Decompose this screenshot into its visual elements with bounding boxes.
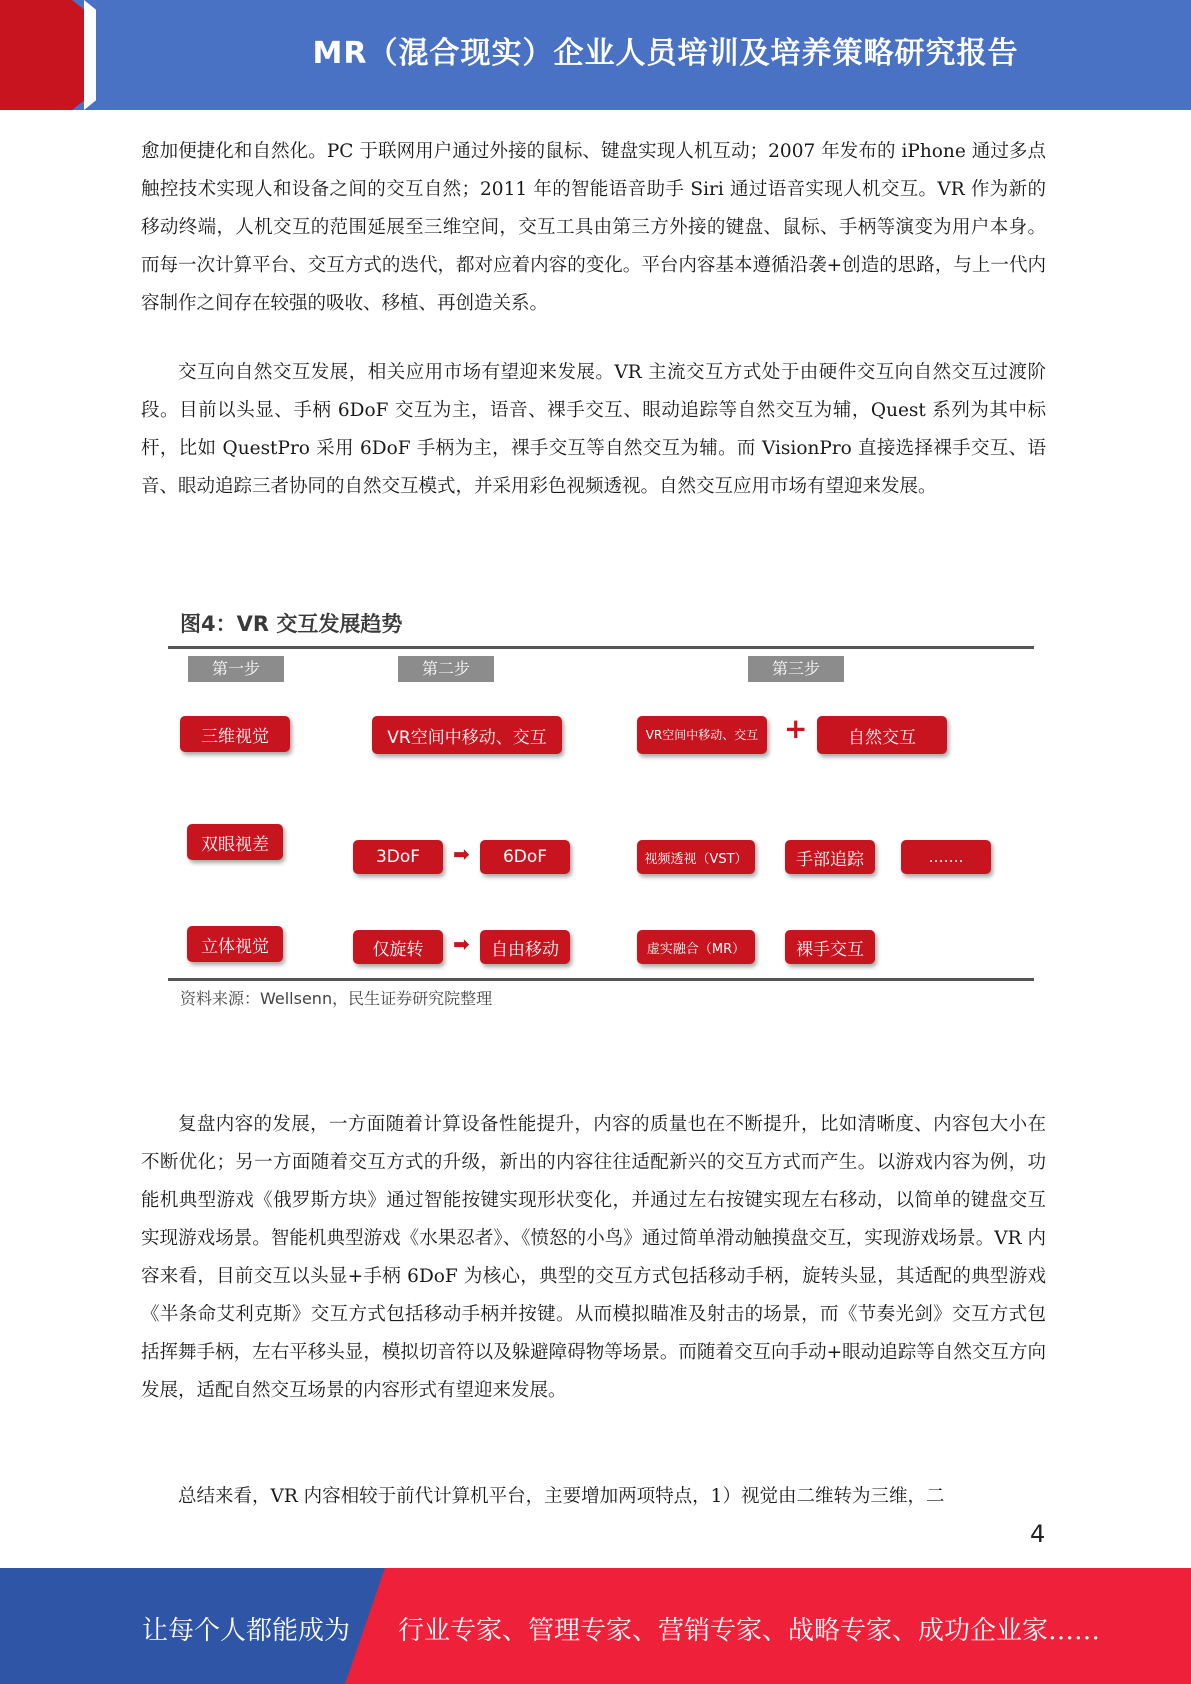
box-binocular-parallax: 双眼视差 (187, 824, 283, 860)
box-stereo-vision: 立体视觉 (187, 926, 283, 962)
box-hand-tracking: 手部追踪 (785, 840, 875, 874)
step-1-label: 第一步 (188, 656, 284, 682)
box-natural-interaction: 自然交互 (817, 716, 947, 754)
paragraph-1: 愈加便捷化和自然化。PC 于联网用户通过外接的鼠标、键盘实现人机互动；2007 年发布的 iPhone 通过多点触控技术实现人和设备之间的交互自然；2011 年的智能语音助手 Siri 通过语音实现人机交互。VR 作为新的移动终端，人机交互的范围延展至三维空间，交互工具由第三方外接的键盘、鼠标、手柄等演变为用户本身。而每一次计算平台、交互方式的迭代，都对应着内容的变化。平台内容基本遵循沿袭+创造的思路，与上一代内容制作之间存在较强的吸收、移植、再创造关系。 (141, 141, 1046, 314)
arrow-right-icon: ➡ (453, 842, 470, 866)
step-2-label: 第二步 (398, 656, 494, 682)
box-vst: 视频透视（VST） (637, 840, 755, 874)
step-3-label: 第三步 (748, 656, 844, 682)
figure-bottom-rule (168, 978, 1034, 981)
figure-top-rule (168, 646, 1034, 649)
header-title: MR（混合现实）企业人员培训及培养策略研究报告 (312, 36, 1019, 71)
paragraph-3: 复盘内容的发展，一方面随着计算设备性能提升，内容的质量也在不断提升，比如清晰度、内容包大小在不断优化；另一方面随着交互方式的升级，新出的内容往往适配新兴的交互方式而产生。以游戏内容为例，功能机典型游戏《俄罗斯方块》通过智能按键实现形状变化，并通过左右按键实现左右移动，以简单的键盘交互实现游戏场景。智能机典型游戏《水果忍者》、《愤怒的小鸟》通过简单滑动触摸盘交互，实现游戏场景。VR 内容来看，目前交互以头显+手柄 6DoF 为核心，典型的交互方式包括移动手柄，旋转头显，其适配的典型游戏《半条命艾利克斯》交互方式包括移动手柄并按键。从而模拟瞄准及射击的场景，而《节奏光剑》交互方式包括挥舞手柄，左右平移头显，模拟切音符以及躲避障碍物等场景。而随着交互向手动+眼动追踪等自然交互方向发展，适配自然交互场景的内容形式有望迎来发展。 (141, 1114, 1046, 1401)
paragraph-2-block (141, 354, 1046, 506)
header-chevron-cover (96, 0, 164, 110)
footer-slogan-right: 行业专家、管理专家、营销专家、战略专家、成功企业家…… (398, 1616, 1101, 1646)
paragraph-1-block (141, 133, 1046, 323)
box-rotation-only: 仅旋转 (353, 930, 443, 964)
figure-vr-interaction-trend (168, 600, 1034, 1010)
box-mr: 虚实融合（MR） (637, 930, 755, 964)
footer-slogan-left: 让每个人都能成为 (142, 1616, 351, 1646)
page-footer (0, 1568, 1191, 1684)
arrow-right-icon: ➡ (453, 932, 470, 956)
page-number: 4 (1030, 1520, 1046, 1548)
header-red-block (0, 0, 72, 110)
figure-title: 图4：VR 交互发展趋势 (180, 612, 403, 636)
figure-source: 资料来源：Wellsenn，民生证券研究院整理 (180, 989, 493, 1008)
box-bare-hand: 裸手交互 (785, 930, 875, 964)
paragraph-2: 交互向自然交互发展，相关应用市场有望迎来发展。VR 主流交互方式处于由硬件交互向自然交互过渡阶段。目前以头显、手柄 6DoF 交互为主，语音、裸手交互、眼动追踪等自然交互为辅，Quest 系列为其中标杆，比如 QuestPro 采用 6DoF 手柄为主，裸手交互等自然交互为辅。而 VisionPro 直接选择裸手交互、语音、眼动追踪三者协同的自然交互模式，并采用彩色视频透视。自然交互应用市场有望迎来发展。 (141, 362, 1046, 497)
box-vr-move-interact: VR空间中移动、交互 (372, 716, 562, 754)
box-3d-vision: 三维视觉 (180, 716, 290, 752)
page-header (0, 0, 1191, 110)
paragraph-4: 总结来看，VR 内容相较于前代计算机平台，主要增加两项特点，1）视觉由二维转为三维，二 (178, 1486, 945, 1507)
box-ellipsis: ……. (901, 840, 991, 874)
paragraph-3-block (141, 1106, 1046, 1410)
box-3dof: 3DoF (353, 840, 443, 874)
box-vr-move-interact-small: VR空间中移动、交互 (637, 716, 767, 754)
box-free-movement: 自由移动 (480, 930, 570, 964)
paragraph-4-block (141, 1478, 1046, 1518)
box-6dof: 6DoF (480, 840, 570, 874)
plus-icon: + (784, 712, 808, 745)
